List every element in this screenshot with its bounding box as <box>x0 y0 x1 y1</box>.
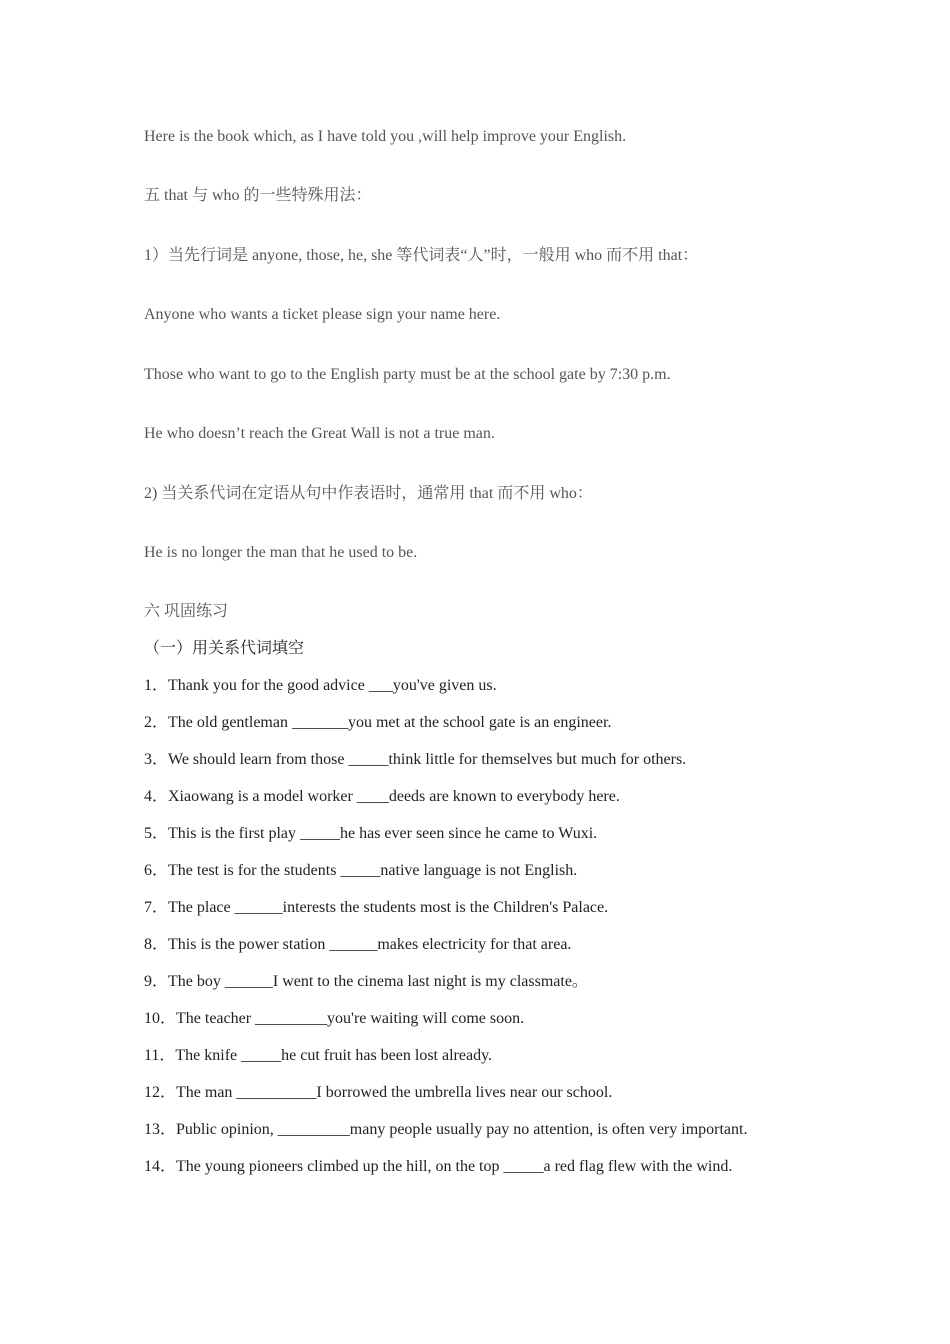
exercise-item: 13．Public opinion, _________many people usually pay no attention, is often very important. <box>144 1121 748 1138</box>
section-heading: 五 that 与 who 的一些特殊用法： <box>144 187 372 204</box>
section-heading: 六 巩固练习 <box>144 603 229 620</box>
exercise-item: 14．The young pioneers climbed up the hill, on the top _____a red flag flew with the wind. <box>144 1158 733 1175</box>
exercise-item: 7．The place ______interests the students most is the Children's Palace. <box>144 899 609 916</box>
example-sentence: Anyone who wants a ticket please sign your name here. <box>144 306 501 323</box>
example-sentence: Those who want to go to the English party must be at the school gate by 7:30 p.m. <box>144 366 671 383</box>
example-sentence: He is no longer the man that he used to be. <box>144 544 418 561</box>
exercise-item: 5．This is the first play _____he has ever seen since he came to Wuxi. <box>144 825 598 842</box>
exercise-item: 1．Thank you for the good advice ___you've given us. <box>144 677 497 694</box>
exercise-item: 8．This is the power station ______makes electricity for that area. <box>144 936 572 953</box>
exercise-item: 4．Xiaowang is a model worker ____deeds are known to everybody here. <box>144 788 620 805</box>
rule-text: 1）当先行词是 anyone, those, he, she 等代词表“人”时，一般用 who 而不用 that： <box>144 247 699 264</box>
exercise-item: 6．The test is for the students _____native language is not English. <box>144 862 578 879</box>
exercise-item: 2．The old gentleman _______you met at the school gate is an engineer. <box>144 714 612 731</box>
example-sentence: He who doesn’t reach the Great Wall is not a true man. <box>144 425 495 442</box>
exercise-item: 10．The teacher _________you're waiting will come soon. <box>144 1010 525 1027</box>
exercise-item: 9．The boy ______I went to the cinema last night is my classmate。 <box>144 973 588 990</box>
exercise-item: 12．The man __________I borrowed the umbrella lives near our school. <box>144 1084 613 1101</box>
example-sentence: Here is the book which, as I have told you ,will help improve your English. <box>144 128 627 145</box>
exercise-item: 3．We should learn from those _____think little for themselves but much for others. <box>144 751 687 768</box>
subsection-heading: （一）用关系代词填空 <box>144 640 305 657</box>
rule-text: 2) 当关系代词在定语从句中作表语时，通常用 that 而不用 who： <box>144 485 593 502</box>
exercise-item: 11．The knife _____he cut fruit has been lost already. <box>144 1047 493 1064</box>
